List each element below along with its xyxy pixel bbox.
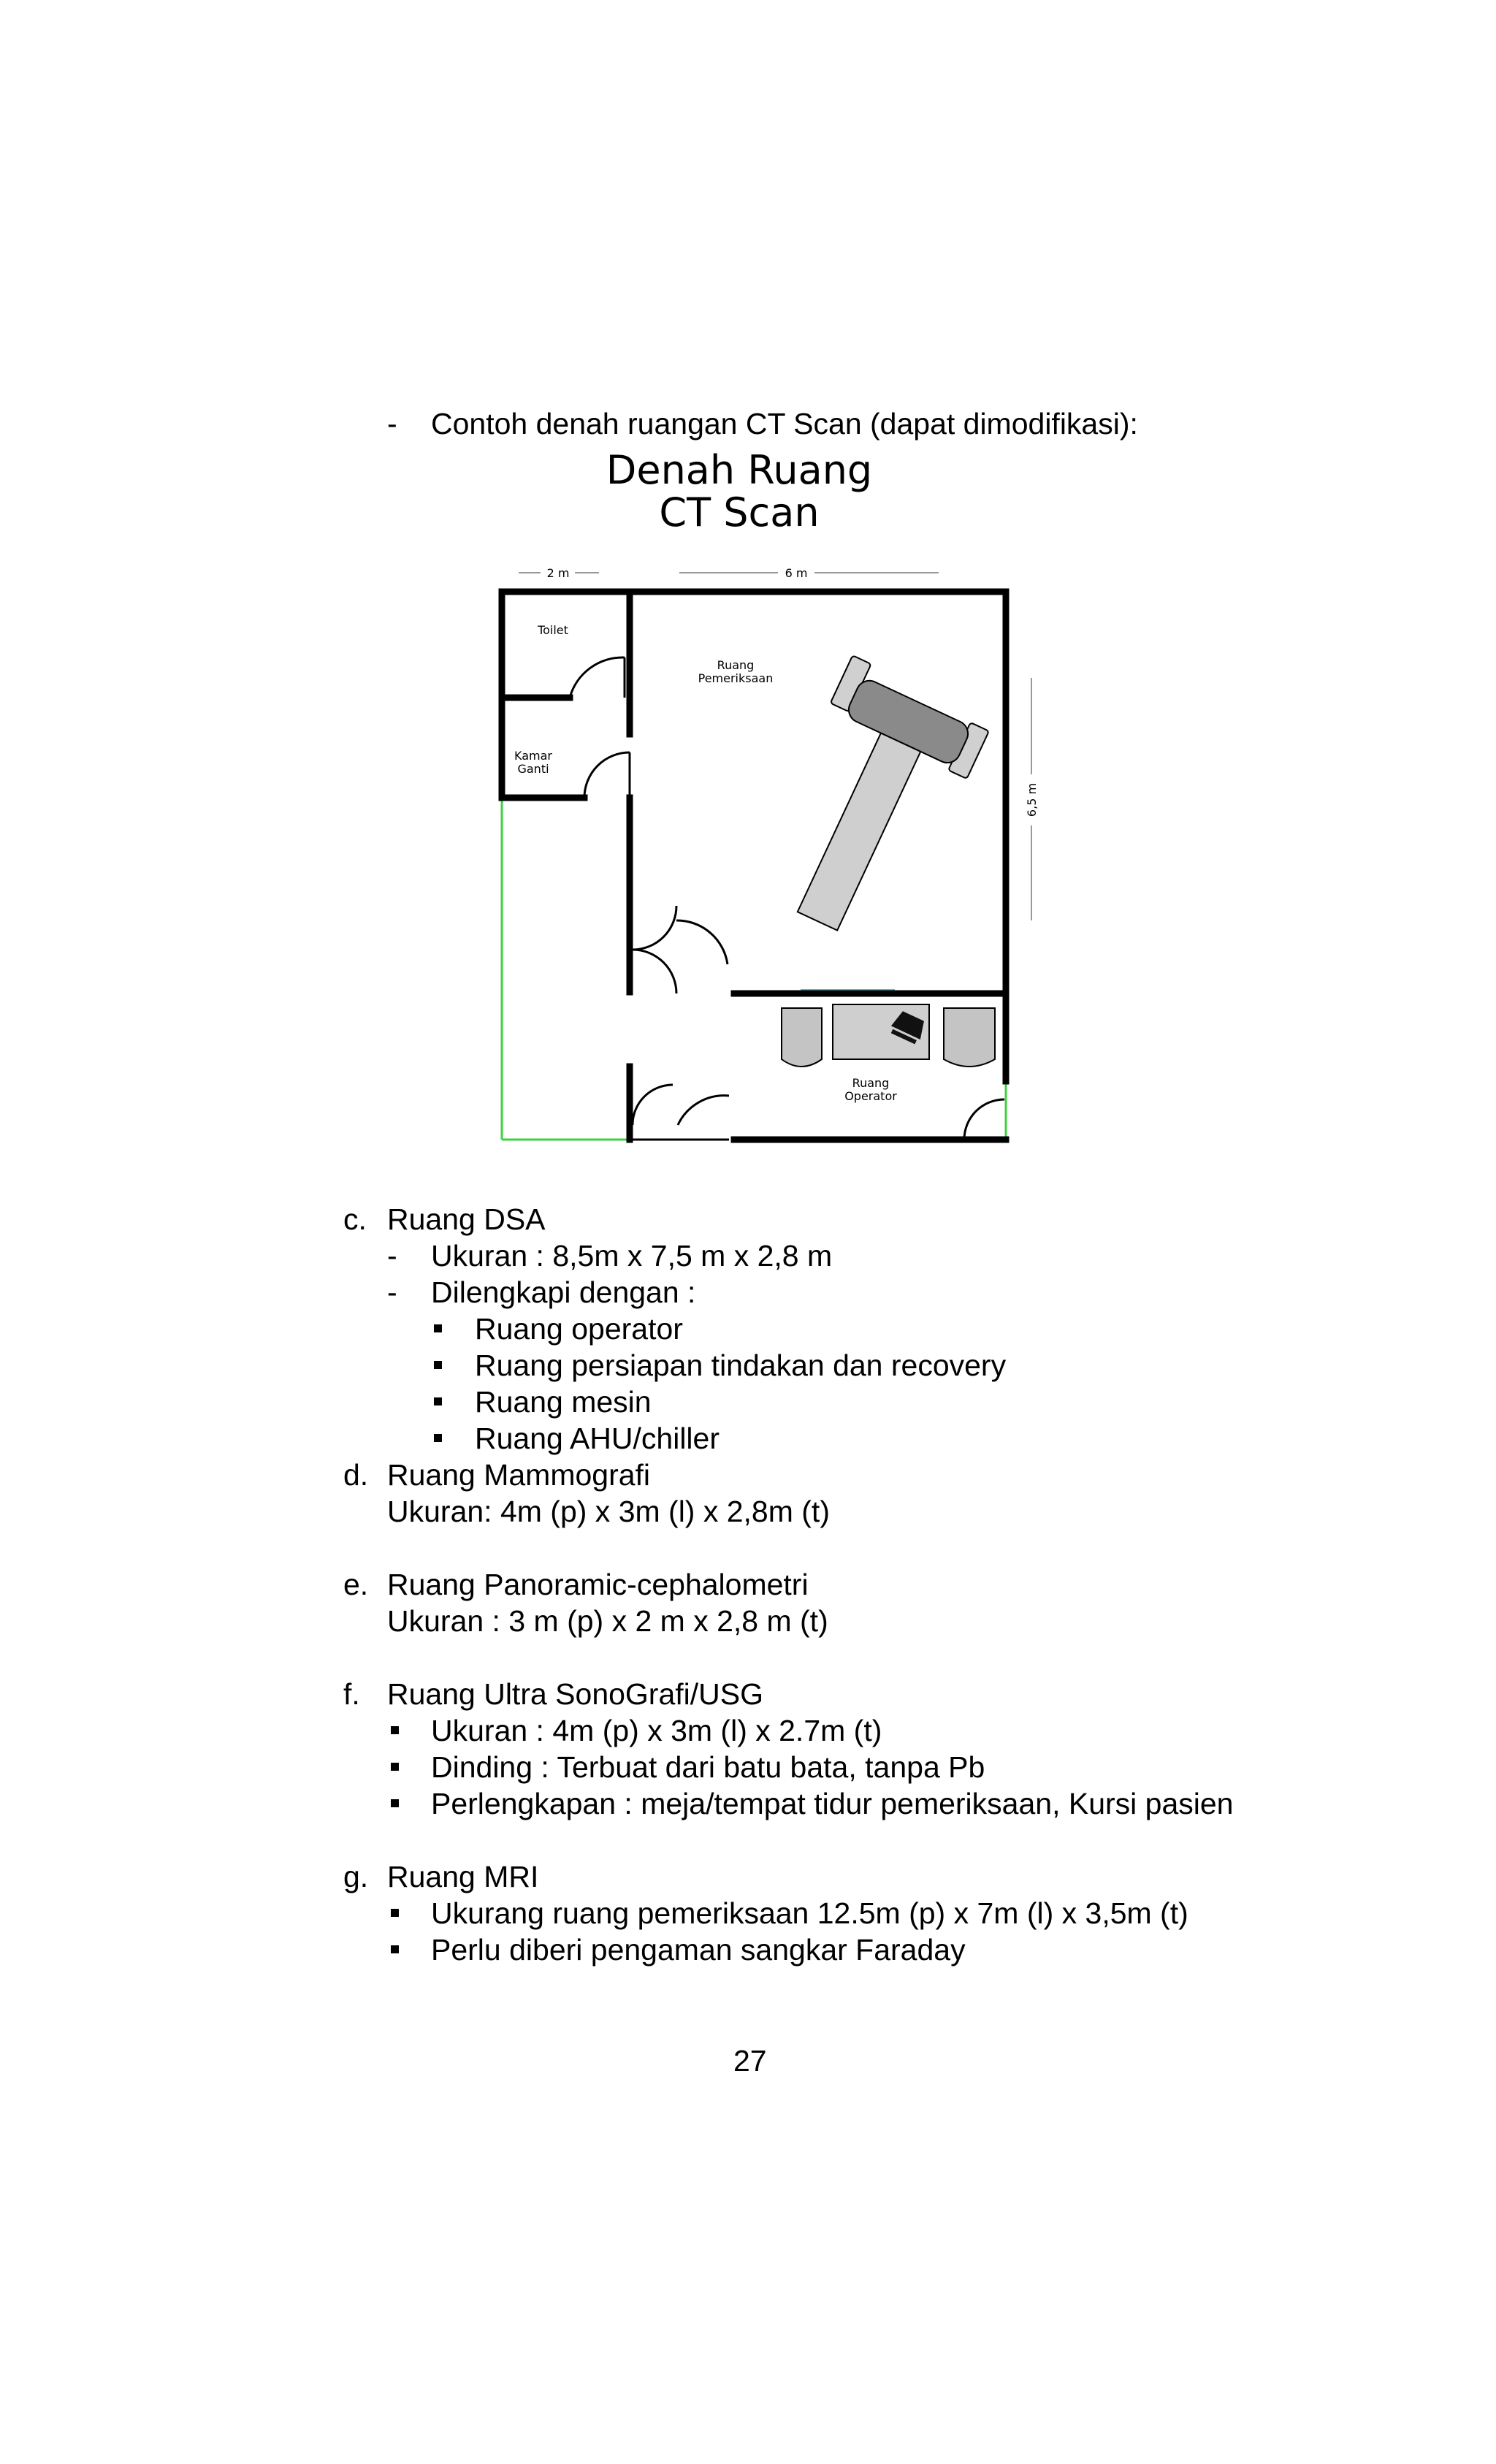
section-e-ukuran: Ukuran : 3 m (p) x 2 m x 2,8 m (t)	[387, 1604, 828, 1638]
section-f-marker: f.	[343, 1677, 360, 1711]
section-c-item-1: Ruang operator	[475, 1312, 683, 1346]
section-c-title: Ruang DSA	[387, 1202, 546, 1236]
square-bullet-icon	[434, 1361, 442, 1369]
ct-scanner	[744, 655, 993, 953]
section-f-item-3: Perlengkapan : meja/tempat tidur pemeriksaan, Kursi pasien	[431, 1787, 1234, 1820]
label-kamar-ganti-line2: Ganti	[517, 762, 549, 776]
label-toilet: Toilet	[538, 623, 568, 637]
section-d-ukuran: Ukuran: 4m (p) x 3m (l) x 2,8m (t)	[387, 1495, 830, 1528]
section-d-marker: d.	[343, 1458, 369, 1492]
section-g-title: Ruang MRI	[387, 1860, 539, 1893]
square-bullet-icon	[434, 1324, 442, 1332]
section-c-dash-1: -	[387, 1239, 397, 1273]
section-d-title: Ruang Mammografi	[387, 1458, 651, 1492]
plan-title-line2: CT Scan	[659, 489, 820, 535]
section-f-item-2: Dinding : Terbuat dari batu bata, tanpa Pb	[431, 1750, 985, 1784]
open-boundary	[502, 798, 1006, 1140]
dim-6m-label: 6 m	[785, 566, 808, 580]
label-kamar-ganti-line1: Kamar	[514, 749, 552, 763]
square-bullet-icon	[391, 1763, 399, 1771]
section-g-item-1: Ukurang ruang pemeriksaan 12.5m (p) x 7m (l) x 3,5m (t)	[431, 1896, 1188, 1930]
section-f-title: Ruang Ultra SonoGrafi/USG	[387, 1677, 764, 1711]
square-bullet-icon	[434, 1434, 442, 1442]
operator-furniture	[782, 1004, 995, 1067]
plan-title-line1: Denah Ruang	[606, 447, 873, 493]
section-c-ukuran: Ukuran : 8,5m x 7,5 m x 2,8 m	[431, 1239, 833, 1273]
label-operator-line1: Ruang	[852, 1076, 890, 1090]
section-c-dilengkapi: Dilengkapi dengan :	[431, 1275, 696, 1309]
section-c-item-3: Ruang mesin	[475, 1385, 652, 1419]
page-number: 27	[733, 2044, 767, 2078]
section-e-title: Ruang Panoramic-cephalometri	[387, 1568, 809, 1601]
square-bullet-icon	[434, 1397, 442, 1405]
square-bullet-icon	[391, 1945, 399, 1953]
section-c-dash-2: -	[387, 1275, 397, 1309]
ct-scan-floor-plan	[482, 438, 1052, 1154]
label-pemeriksaan-line2: Pemeriksaan	[698, 671, 774, 685]
section-g-item-2: Perlu diberi pengaman sangkar Faraday	[431, 1933, 966, 1967]
dim-2m-label: 2 m	[546, 566, 570, 580]
section-e-marker: e.	[343, 1568, 369, 1601]
section-c-item-2: Ruang persiapan tindakan dan recovery	[475, 1349, 1007, 1382]
section-g-marker: g.	[343, 1860, 369, 1893]
square-bullet-icon	[391, 1909, 399, 1917]
section-c-marker: c.	[343, 1202, 367, 1236]
section-f-item-1: Ukuran : 4m (p) x 3m (l) x 2.7m (t)	[431, 1714, 882, 1747]
dim-6-5m-label: 6,5 m	[1025, 782, 1039, 817]
label-pemeriksaan-line1: Ruang	[717, 658, 755, 672]
square-bullet-icon	[391, 1726, 399, 1734]
intro-bullet: -	[387, 407, 397, 440]
label-operator-line2: Operator	[844, 1089, 897, 1103]
square-bullet-icon	[391, 1799, 399, 1807]
section-c-item-4: Ruang AHU/chiller	[475, 1422, 720, 1455]
intro-text: Contoh denah ruangan CT Scan (dapat dimodifikasi):	[431, 407, 1138, 440]
